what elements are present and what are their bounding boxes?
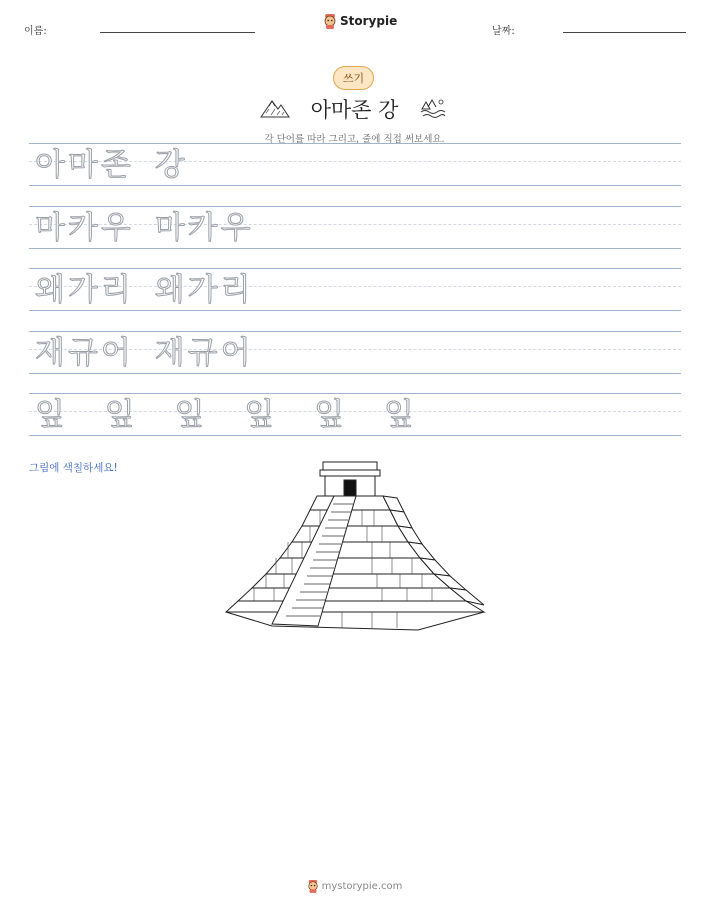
page-title xyxy=(0,94,709,124)
date-field[interactable] xyxy=(563,32,686,33)
instructions: 각 단어를 따라 그리고, 줄에 직접 써보세요. xyxy=(264,134,445,145)
pyramid-illustration xyxy=(222,460,488,632)
footer xyxy=(0,879,709,893)
coloring-prompt: 그림에 색칠하세요! xyxy=(29,462,118,474)
writing-badge: 쓰기 xyxy=(333,66,374,90)
practice-row[interactable] xyxy=(29,393,681,437)
trace-text: 아마존 강 xyxy=(35,147,188,183)
practice-row[interactable] xyxy=(29,331,681,375)
trace-text: 재규어 재규어 xyxy=(35,335,254,371)
trace-text: 왜가리 왜가리 xyxy=(35,272,254,308)
practice-row[interactable] xyxy=(29,143,681,187)
name-field[interactable] xyxy=(100,32,255,33)
practice-row[interactable] xyxy=(29,206,681,250)
brand-name: Storypie xyxy=(340,14,398,28)
brand-logo xyxy=(323,13,397,29)
title-text: 아마존 강 xyxy=(310,98,399,122)
mascot-icon xyxy=(307,879,319,893)
mascot-icon xyxy=(323,13,337,29)
trace-text: 마카우 마카우 xyxy=(35,210,254,246)
footer-brand[interactable] xyxy=(307,879,403,893)
trace-text: 잎 잎 잎 잎 잎 잎 xyxy=(35,397,417,433)
footer-url: mystorypie.com xyxy=(321,880,403,892)
river-icon xyxy=(419,97,449,119)
mountain-icon xyxy=(260,97,290,119)
date-label: 날짜: xyxy=(492,26,515,37)
practice-row[interactable] xyxy=(29,268,681,312)
name-label: 이름: xyxy=(24,26,47,37)
